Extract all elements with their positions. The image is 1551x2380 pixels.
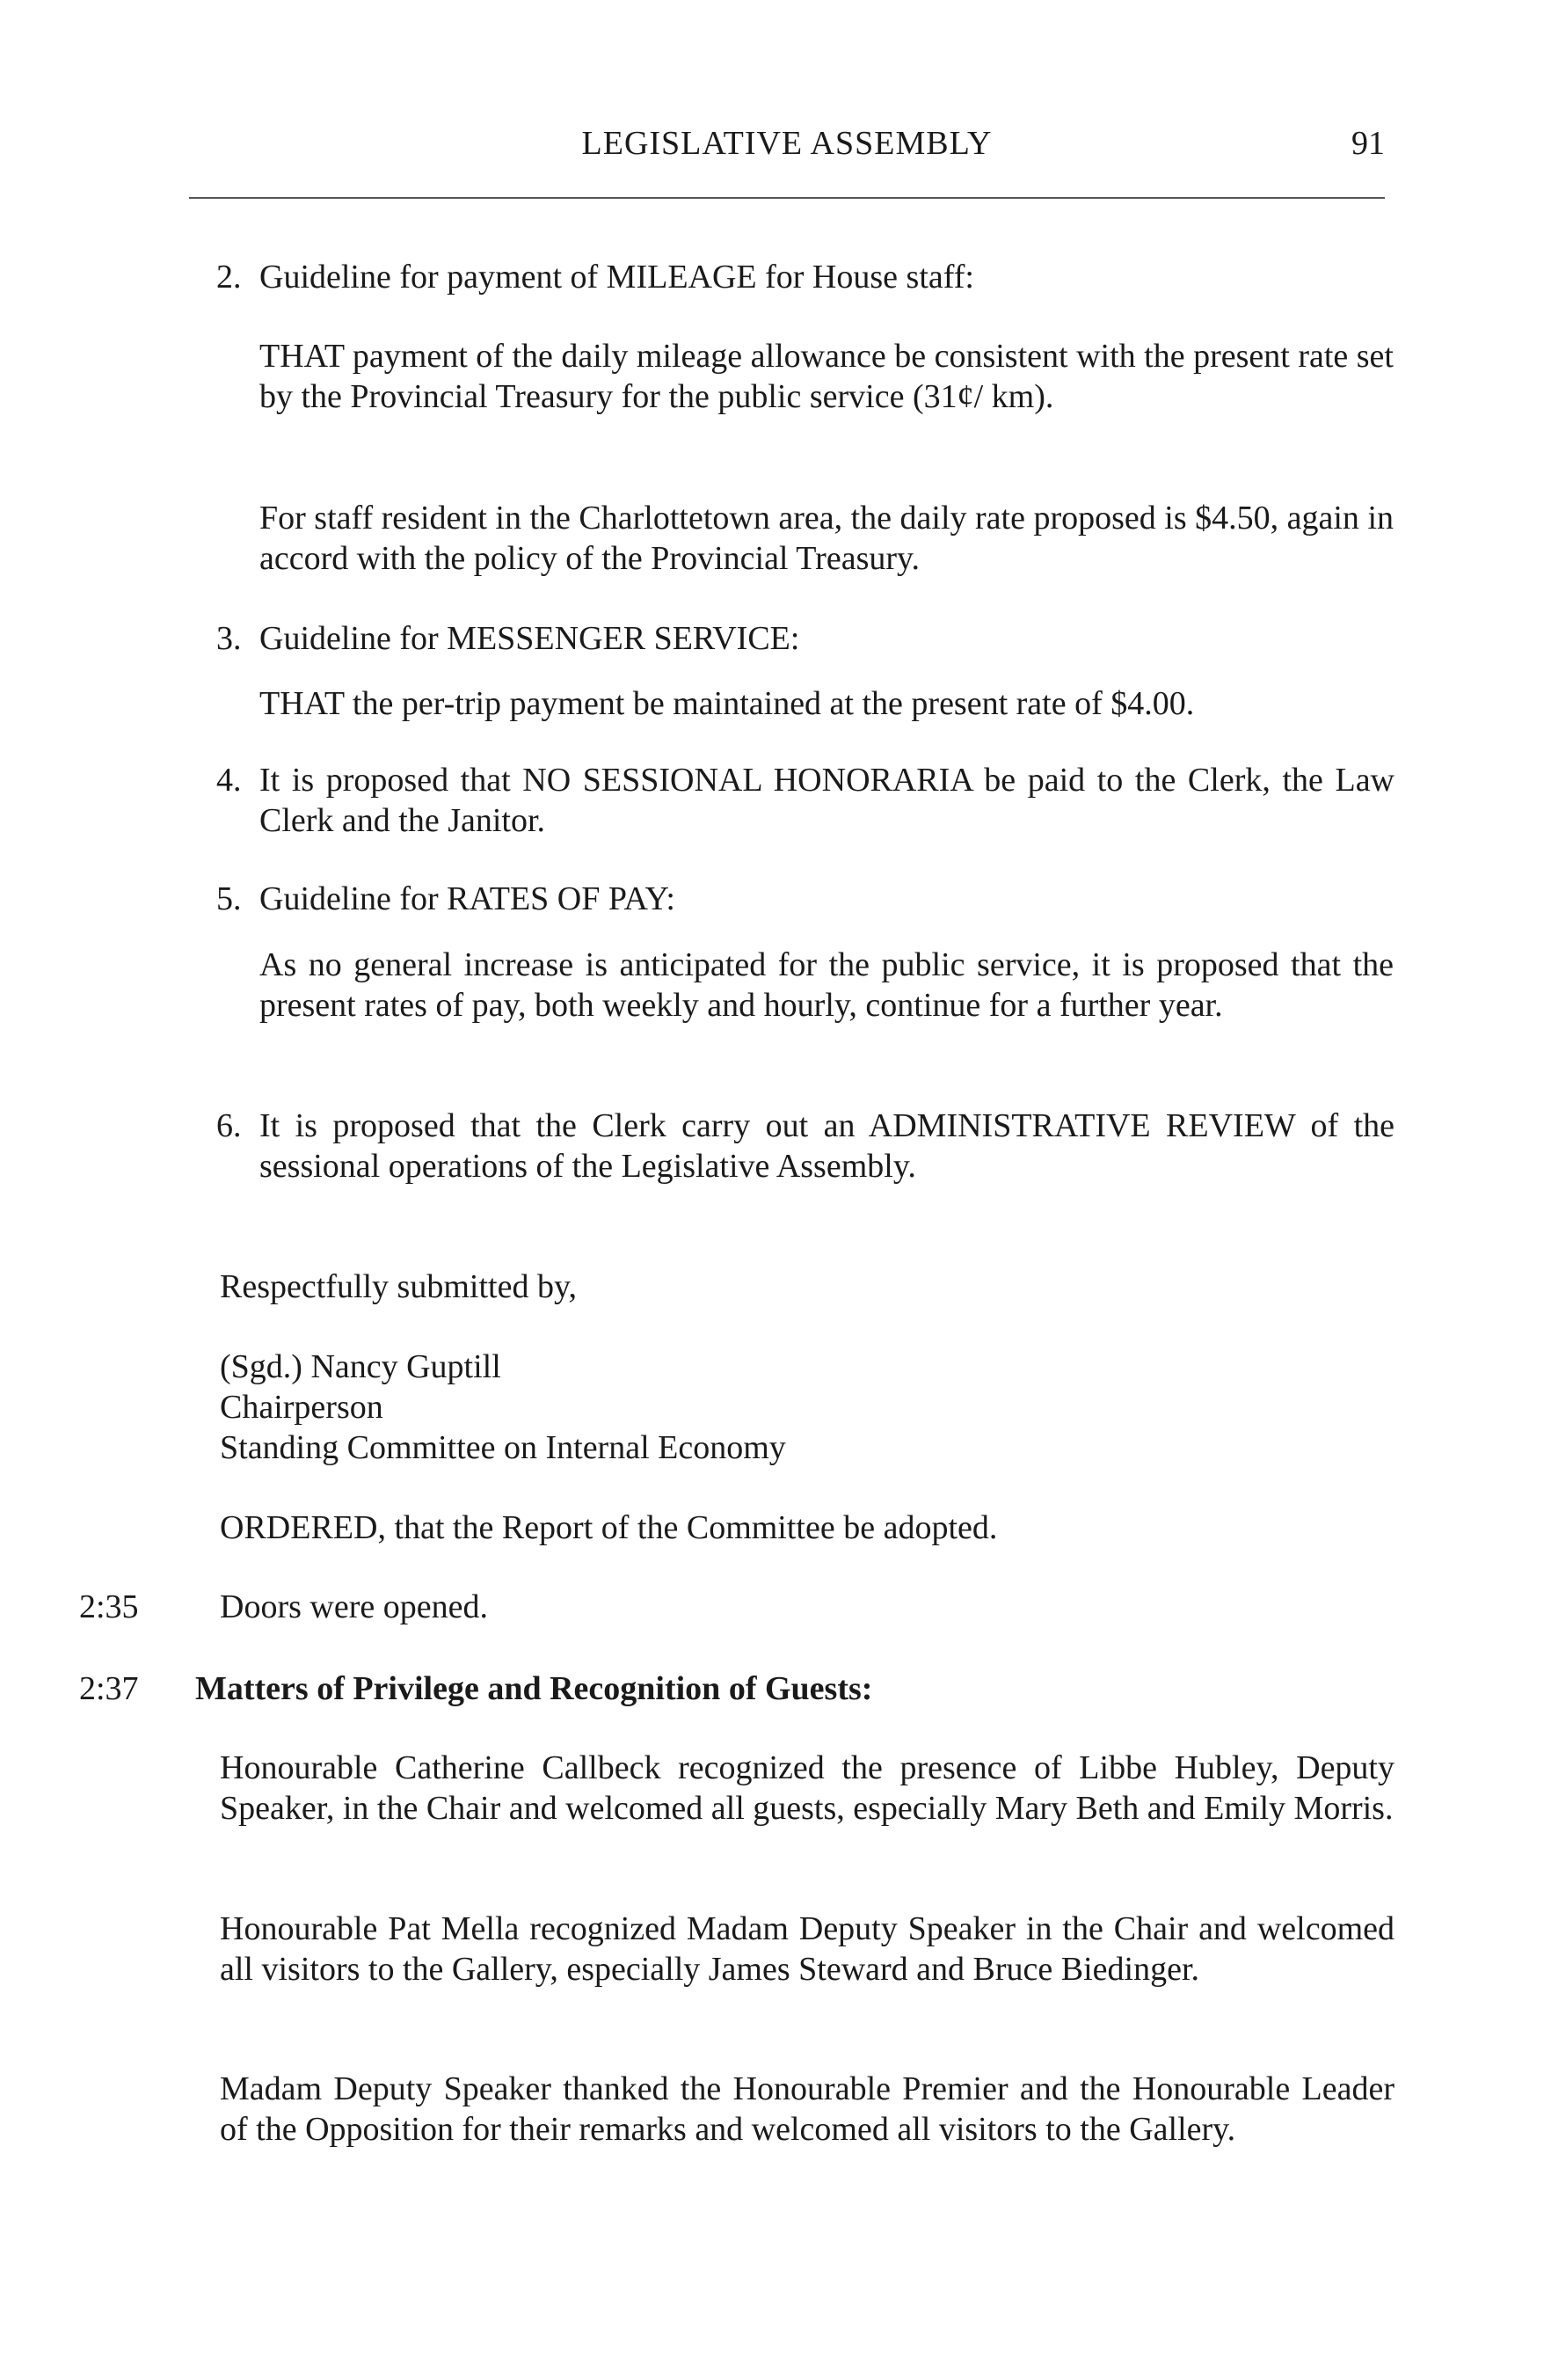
item-heading: Guideline for MESSENGER SERVICE: (259, 620, 800, 657)
proceeding-text: Doors were opened. (220, 1588, 488, 1625)
proceeding-paragraph: Honourable Pat Mella recognized Madam Deputy Speaker in the Chair and welcomed all visitors to the Gallery, especially James Steward and Bruce Biedinger. (220, 1910, 1394, 1988)
timestamp: 2:37 (79, 1670, 139, 1707)
signature-title: Chairperson (220, 1389, 383, 1426)
header-rule (189, 197, 1385, 199)
running-title: LEGISLATIVE ASSEMBLY (581, 125, 993, 162)
item-paragraph: For staff resident in the Charlottetown area, the daily rate proposed is $4.50, again in accord with the policy of the Provincial Treasury. (259, 500, 1394, 577)
submitted-line: Respectfully submitted by, (220, 1268, 577, 1305)
item-number: 4. (216, 762, 242, 799)
signature-committee: Standing Committee on Internal Economy (220, 1429, 786, 1466)
item-heading: Guideline for RATES OF PAY: (259, 880, 675, 917)
item-heading: It is proposed that NO SESSIONAL HONORARIA be paid to the Clerk, the Law Clerk and the Janitor. (259, 762, 1394, 839)
item-paragraph: As no general increase is anticipated for the public service, it is proposed that the present rates of pay, both weekly and hourly, continue for a further year. (259, 946, 1394, 1024)
item-heading: It is proposed that the Clerk carry out an ADMINISTRATIVE REVIEW of the sessional operations of the Legislative Assembly. (259, 1107, 1394, 1185)
item-number: 3. (216, 620, 242, 657)
section-heading: Matters of Privilege and Recognition of Guests: (195, 1670, 873, 1707)
item-paragraph: THAT payment of the daily mileage allowance be consistent with the present rate set by the Provincial Treasury for the public service (31¢/ km). (259, 338, 1394, 415)
item-number: 5. (216, 880, 242, 917)
signature-name: (Sgd.) Nancy Guptill (220, 1348, 501, 1385)
item-number: 6. (216, 1107, 242, 1144)
proceeding-paragraph: Madam Deputy Speaker thanked the Honourable Premier and the Honourable Leader of the Opposition for their remarks and welcomed all visitors to the Gallery. (220, 2070, 1394, 2148)
item-paragraph: THAT the per-trip payment be maintained at the present rate of $4.00. (259, 685, 1195, 722)
signature-block (220, 1347, 1394, 1468)
page-number: 91 (1351, 125, 1385, 162)
item-heading: Guideline for payment of MILEAGE for House staff: (259, 259, 974, 296)
ordered-line: ORDERED, that the Report of the Committee be adopted. (220, 1509, 998, 1546)
timestamp: 2:35 (79, 1588, 139, 1625)
item-number: 2. (216, 259, 242, 296)
running-header (189, 121, 1385, 165)
proceeding-paragraph: Honourable Catherine Callbeck recognized the presence of Libbe Hubley, Deputy Speaker, in the Chair and welcomed all guests, especially Mary Beth and Emily Morris. (220, 1749, 1394, 1827)
